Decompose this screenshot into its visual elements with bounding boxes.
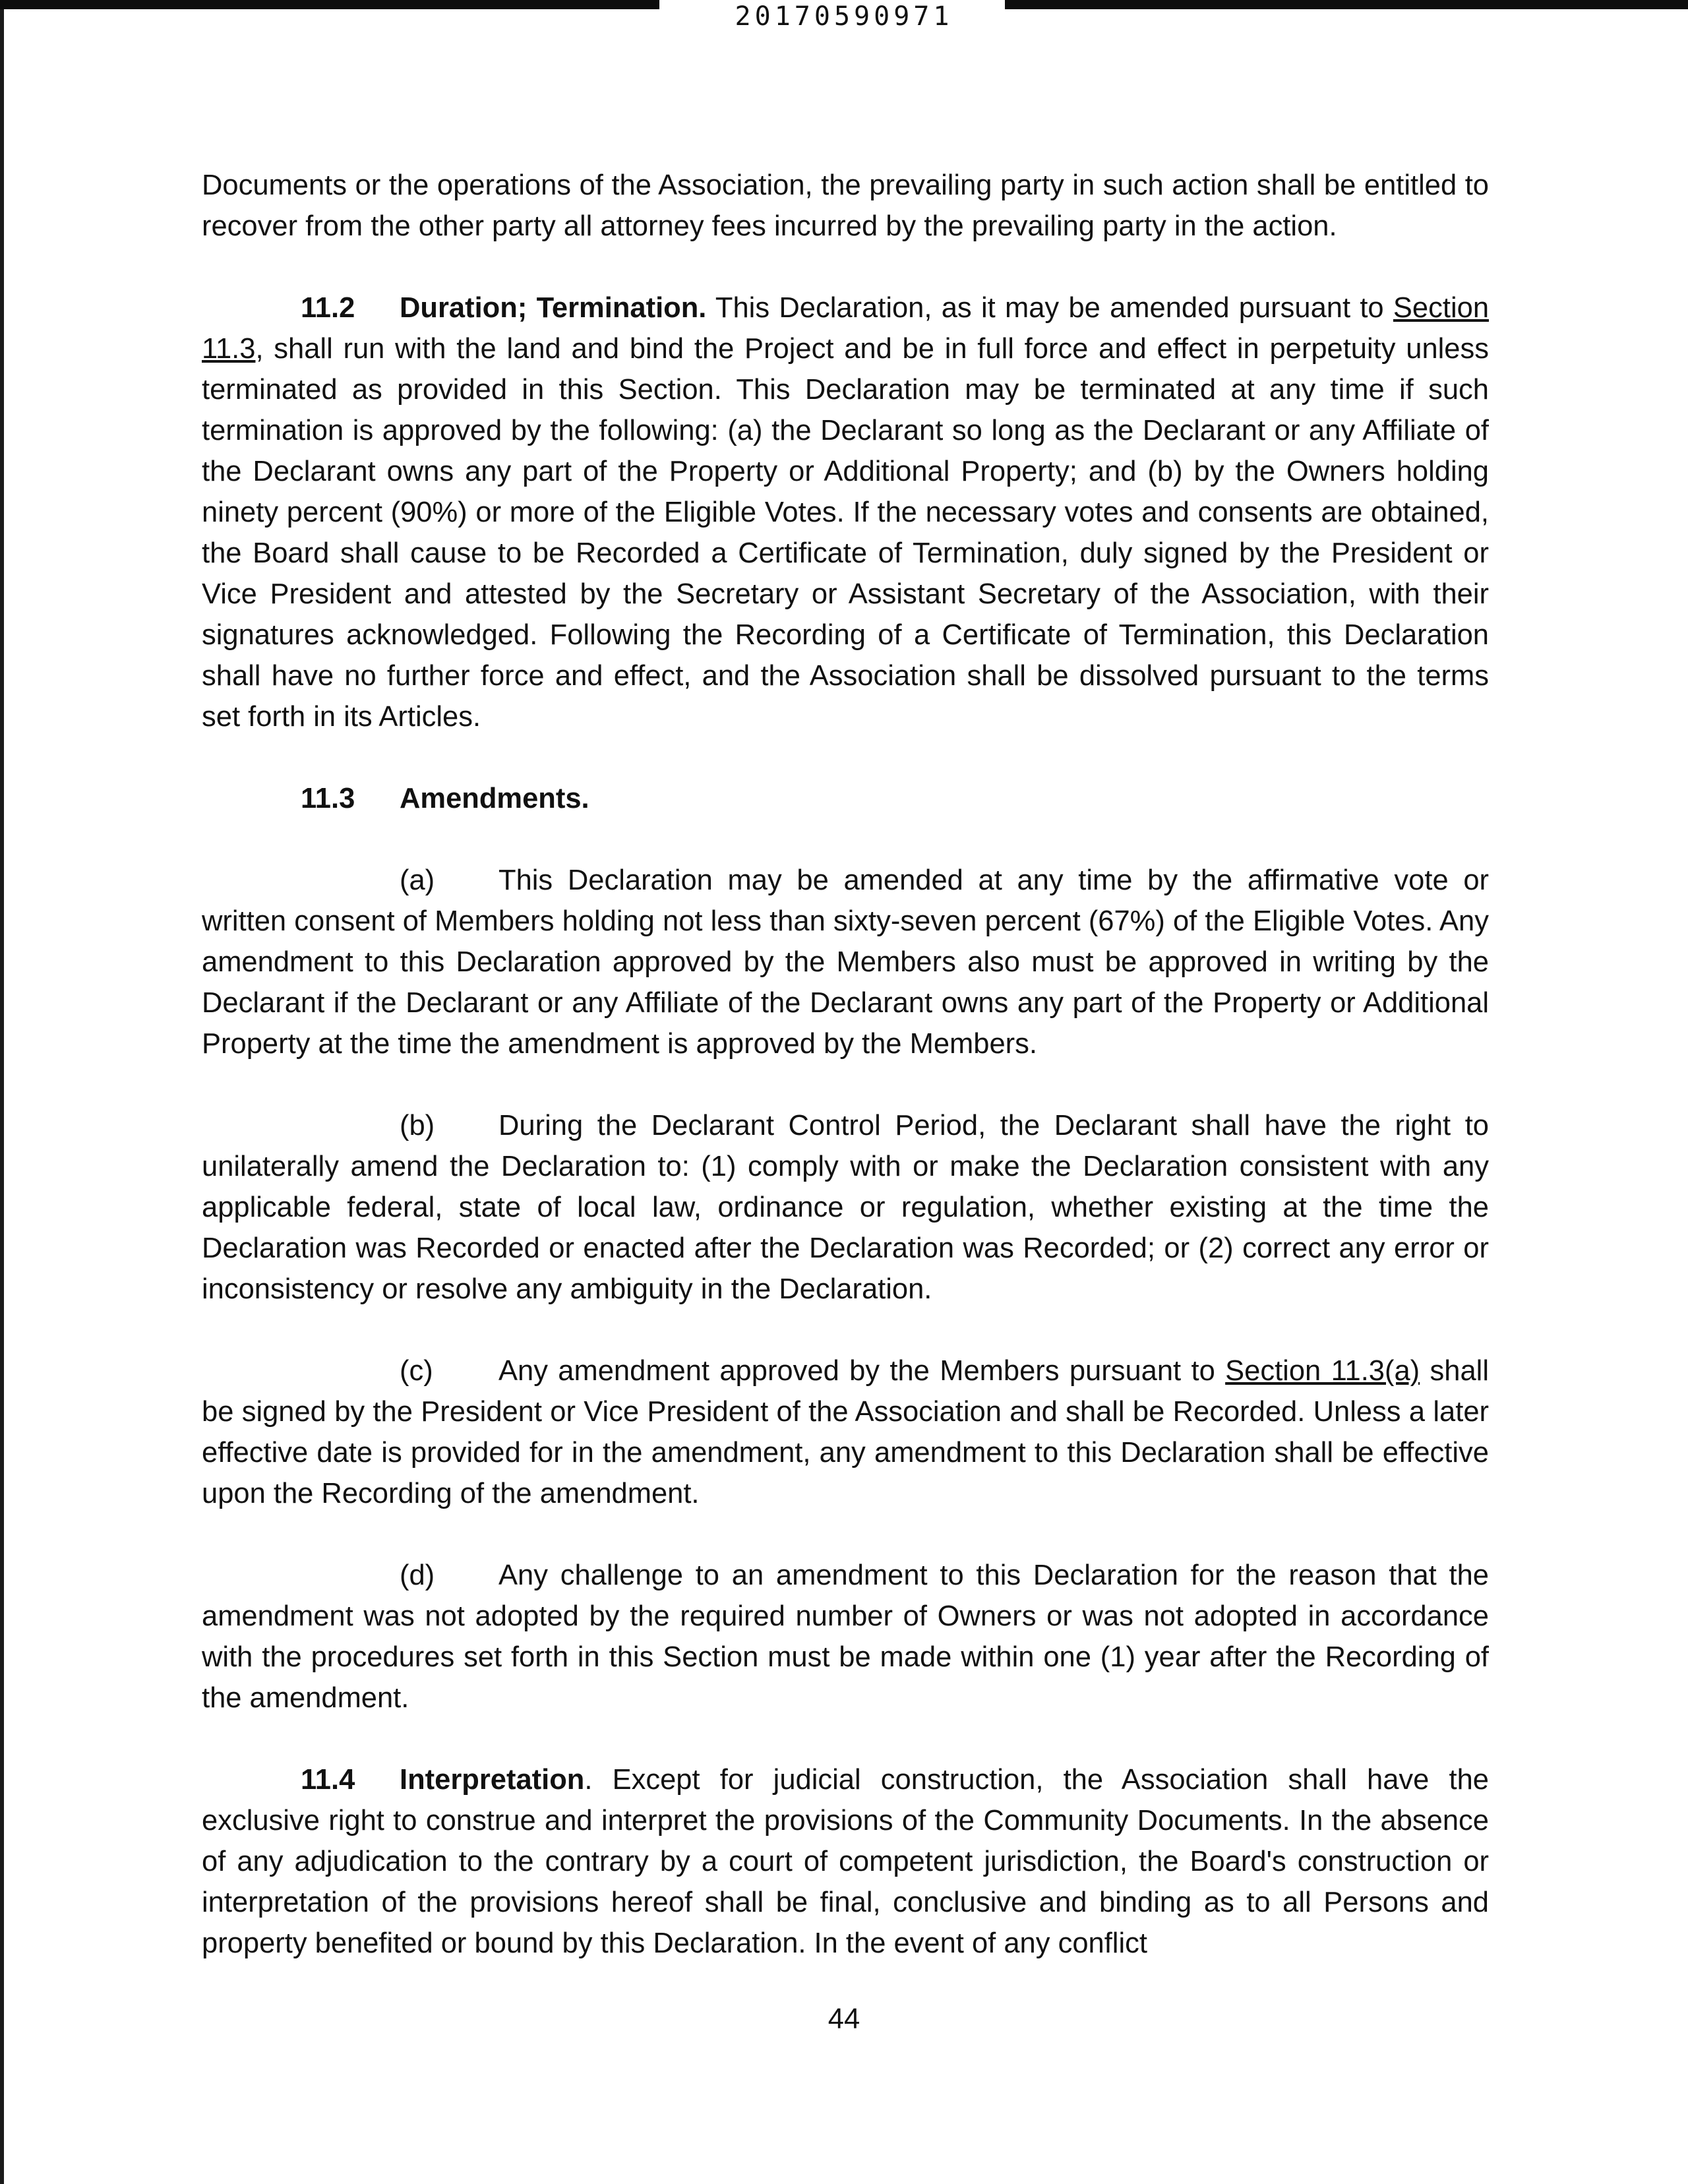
section-reference-link: Section 11.3(a) <box>1225 1355 1420 1387</box>
scan-edge <box>0 0 4 2184</box>
section-number: 11.4 <box>301 1764 355 1796</box>
subsection-text: This Declaration may be amended at any time by the affirmative vote or written consent of Members holding not less than sixty-seven percent (67%) of the Eligible Votes. Any amendment to this Declaration approved by the Members also must be approved in writing by the Declarant if the Declarant or any Affiliate of the Declarant owns any part of the Property or Additional Property at the time the amendment is approved by the Members. <box>202 864 1489 1060</box>
subsection-text: During the Declarant Control Period, the Declarant shall have the right to unilaterally amend the Declaration to: (1) comply with or make the Declaration consistent with any applicable federal, state of local law, ordinance or regulation, whether existing at the time the Declaration was Recorded or enacted after the Declaration was Recorded; or (2) correct any error or inconsistency or resolve any ambiguity in the Declaration. <box>202 1110 1489 1305</box>
section-text: , shall run with the land and bind the Project and be in full force and effect in perpetuity unless terminated as provided in this Section. This Declaration may be terminated at any time if such termination is approved by the following: (a) the Declarant so long as the Declarant or any Affiliate of the Declarant owns any part of the Property or Additional Property; and (b) by the Owners holding ninety percent (90%) or more of the Eligible Votes. If the necessary votes and consents are obtained, the Board shall cause to be Recorded a Certificate of Termination, duly signed by the President or Vice President and attested by the Secretary or Assistant Secretary of the Association, with their signatures acknowledged. Following the Recording of a Certificate of Termination, this Declaration shall have no further force and effect, and the Association shall be dissolved pursuant to the terms set forth in its Articles. <box>202 333 1489 733</box>
paragraph-continuation: Documents or the operations of the Association, the prevailing party in such action shall be entitled to recover from the other party all attorney fees incurred by the prevailing party in the action. <box>202 169 1489 242</box>
section-reference-link: Section 11.3 <box>202 292 1490 365</box>
subsection-11-3-d <box>202 1555 1489 1718</box>
subsection-label: (b) <box>400 1110 435 1141</box>
section-11-2 <box>202 288 1489 737</box>
subsection-text: Any amendment approved by the Members pursuant to <box>498 1355 1226 1387</box>
subsection-label: (a) <box>400 864 435 896</box>
document-body <box>202 165 1489 1964</box>
subsection-text: Any challenge to an amendment to this Declaration for the reason that the amendment was not adopted by the required number of Owners or was not adopted in accordance with the procedures set forth in this Section must be made within one (1) year after the Recording of the amendment. <box>202 1560 1489 1714</box>
section-text: . Except for judicial construction, the Association shall have the exclusive right to construe and interpret the provisions of the Community Documents. In the absence of any adjudication to the contrary by a court of competent jurisdiction, the Board's construction or interpretation of the provisions hereof shall be final, conclusive and binding as to all Persons and property benefited or bound by this Declaration. In the event of any conflict <box>202 1764 1489 1959</box>
page-number: 44 <box>828 2003 860 2035</box>
section-11-3 <box>202 778 1489 819</box>
subsection-11-3-b <box>202 1105 1489 1310</box>
subsection-11-3-a <box>202 860 1489 1064</box>
document-number: 20170590971 <box>735 1 953 32</box>
section-title: Amendments. <box>400 783 589 814</box>
subsection-label: (c) <box>400 1355 433 1387</box>
subsection-label: (d) <box>400 1560 435 1591</box>
section-title: Interpretation <box>400 1764 585 1796</box>
section-title: Duration; Termination. <box>400 292 707 324</box>
section-number: 11.2 <box>301 292 355 324</box>
subsection-11-3-c <box>202 1350 1489 1514</box>
section-number: 11.3 <box>301 783 355 814</box>
section-text: This Declaration, as it may be amended pursuant to <box>706 292 1393 324</box>
section-11-4 <box>202 1759 1489 1964</box>
subsection-text: shall be signed by the President or Vice President of the Association and shall be Recorded. Unless a later effective date is provided for in the amendment, any amendment to this Declaration shall be effective upon the Recording of the amendment. <box>202 1355 1489 1509</box>
